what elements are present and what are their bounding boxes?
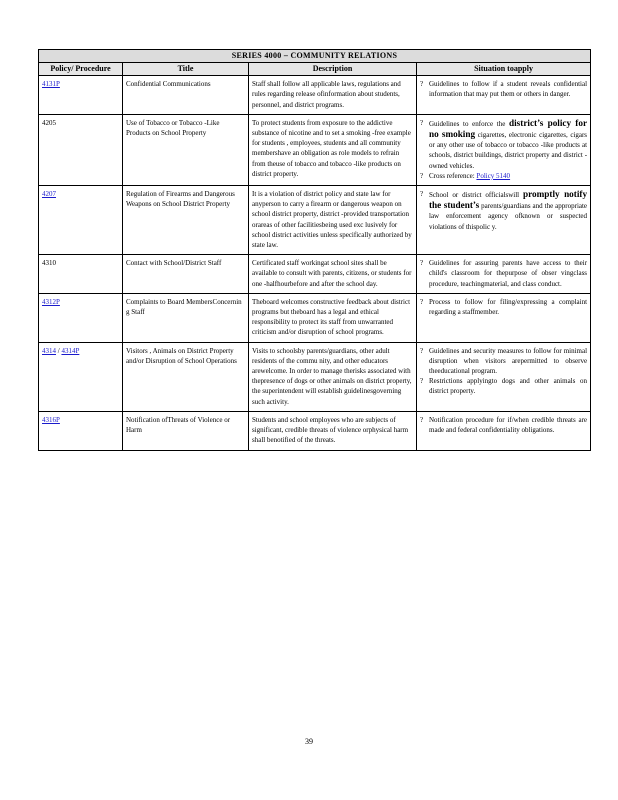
policy-link[interactable]: 4316P: [42, 415, 60, 424]
policy-link[interactable]: 4314: [42, 346, 56, 355]
column-header-situation: Situation toapply: [417, 63, 591, 76]
situation-cell: [417, 411, 591, 450]
situation-text: Guidelines to follow if a student reveals confidential information that may put them or others in danger.: [429, 80, 588, 99]
situation-list: [420, 346, 587, 397]
situation-text: Guidelines to enforce the: [429, 119, 510, 128]
series-header-row: [39, 50, 591, 63]
situation-item: [420, 118, 587, 171]
table-row: [39, 186, 591, 255]
policy-cell: [39, 411, 123, 450]
column-header-row: [39, 63, 591, 76]
table-row: [39, 76, 591, 115]
table-row: [39, 114, 591, 185]
policy-cell: [39, 255, 123, 294]
emphasis-text: district’s policy for no smoking: [429, 117, 588, 140]
situation-text: Cross reference:: [429, 171, 477, 180]
description-cell: Staff shall follow all applicable laws, regulations and rules regarding release ofinformation about students, personnel, and district programs.: [249, 76, 417, 115]
description-cell: Certificated staff workingat school sites shall be available to consult with parents, citizens, or students for one -halfhourbefore and after the school day.: [249, 255, 417, 294]
policy-cell: [39, 186, 123, 255]
situation-item: [420, 189, 587, 232]
description-cell: Theboard welcomes constructive feedback about district programs but theboard has a legal and ethical responsibility to protect its staff from unwarranted criticism and/or disruption of school programs.: [249, 293, 417, 342]
table-row: [39, 411, 591, 450]
situation-text: Notification procedure for if/when credible threats are made and federal confidentiality obligations.: [429, 415, 588, 435]
policy-link[interactable]: 4207: [42, 190, 56, 199]
situation-list: [420, 297, 587, 317]
situation-item: [420, 79, 587, 99]
community-relations-table: [38, 49, 591, 451]
title-cell: Notification ofThreats of Violence or Harm: [123, 411, 249, 450]
situation-item: [420, 171, 587, 181]
situation-text: Guidelines for assuring parents have access to their child's classroom for thepurpose of obser vingclass procedure, teachingmaterial, and class conduct.: [429, 259, 588, 288]
situation-text: Process to follow for filing/expressing a complaint regarding a staffmember.: [429, 297, 588, 317]
policy-cell: [39, 114, 123, 185]
situation-list: [420, 118, 587, 181]
situation-text: School or district officialswill: [429, 191, 524, 200]
situation-item: [420, 376, 587, 396]
situation-list: [420, 79, 587, 99]
description-cell: Visits to schoolsby parents/guardians, other adult residents of the commu nity, and other educators arewelcome. In order to manage therisks associated with thepresence of dogs or other animals on district property, the superintendent will establish guidelinesgoverning such activity.: [249, 342, 417, 411]
policy-link[interactable]: 4131P: [42, 80, 60, 89]
situation-text: parents/guardians and the appropriate law enforcement agency ofknown or suspected violations of thispolic y.: [429, 202, 588, 231]
situation-text: cigarettes, electronic cigarettes, cigars or any other use of tobacco or tobacco -like products at schools, district buildings, district property and district -owned vehicles.: [429, 131, 588, 170]
title-cell: Contact with School/District Staff: [123, 255, 249, 294]
table-row: [39, 293, 591, 342]
situation-text: Restrictions applyingto dogs and other animals on district property.: [429, 377, 588, 396]
policy-cell: [39, 76, 123, 115]
column-header-policy: Policy/ Procedure: [39, 63, 123, 76]
series-header: SERIES 4000 – COMMUNITY RELATIONS: [39, 50, 591, 63]
situation-cell: [417, 76, 591, 115]
table-row: [39, 255, 591, 294]
title-cell: Visitors , Animals on District Property and/or Disruption of School Operations: [123, 342, 249, 411]
title-cell: Complaints to Board MembersConcernin g Staff: [123, 293, 249, 342]
situation-item: [420, 297, 587, 317]
policy-link[interactable]: 4314P: [61, 346, 80, 355]
description-cell: Students and school employees who are subjects of significant, credible threats of violence orphysical harm shall benotified of the threats.: [249, 411, 417, 450]
table-row: [39, 342, 591, 411]
situation-list: [420, 415, 587, 435]
title-cell: Use of Tobacco or Tobacco -Like Products on School Property: [123, 114, 249, 185]
policy-link: 4205: [42, 118, 56, 127]
situation-cell: [417, 186, 591, 255]
situation-list: [420, 258, 587, 289]
situation-cell: [417, 255, 591, 294]
situation-list: [420, 189, 587, 232]
title-cell: Confidential Communications: [123, 76, 249, 115]
situation-text: Guidelines and security measures to follow for minimal disruption when visitors arepermitted to observe theeducational program.: [429, 346, 588, 376]
description-cell: To protect students from exposure to the addictive substance of nicotine and to set a smoking -free example for students , employees, students and all community membershave an obligation as role models to refrain from theuse of tobacco and tobacco -like products on district property.: [249, 114, 417, 185]
situation-cell: [417, 342, 591, 411]
column-header-title: Title: [123, 63, 249, 76]
situation-item: [420, 258, 587, 289]
emphasis-text: promptly notify the student’s: [429, 189, 588, 211]
policy-separator: /: [56, 346, 62, 355]
page-number: 39: [305, 737, 313, 746]
policy-cell: [39, 293, 123, 342]
situation-item: [420, 415, 587, 435]
cross-reference-link[interactable]: Policy 5140: [476, 171, 511, 180]
situation-cell: [417, 114, 591, 185]
policy-link: 4310: [42, 259, 56, 268]
situation-item: [420, 346, 587, 377]
situation-cell: [417, 293, 591, 342]
column-header-description: Description: [249, 63, 417, 76]
policy-cell: [39, 342, 123, 411]
policy-link[interactable]: 4312P: [42, 297, 60, 306]
title-cell: Regulation of Firearms and Dangerous Weapons on School District Property: [123, 186, 249, 255]
description-cell: It is a violation of district policy and state law for anyperson to carry a firearm or dangerous weapon on school district property, district -provided transportation orareas of other facilitiesbeing used exc lusively for school district activities unless specifically authorized by state law.: [249, 186, 417, 255]
